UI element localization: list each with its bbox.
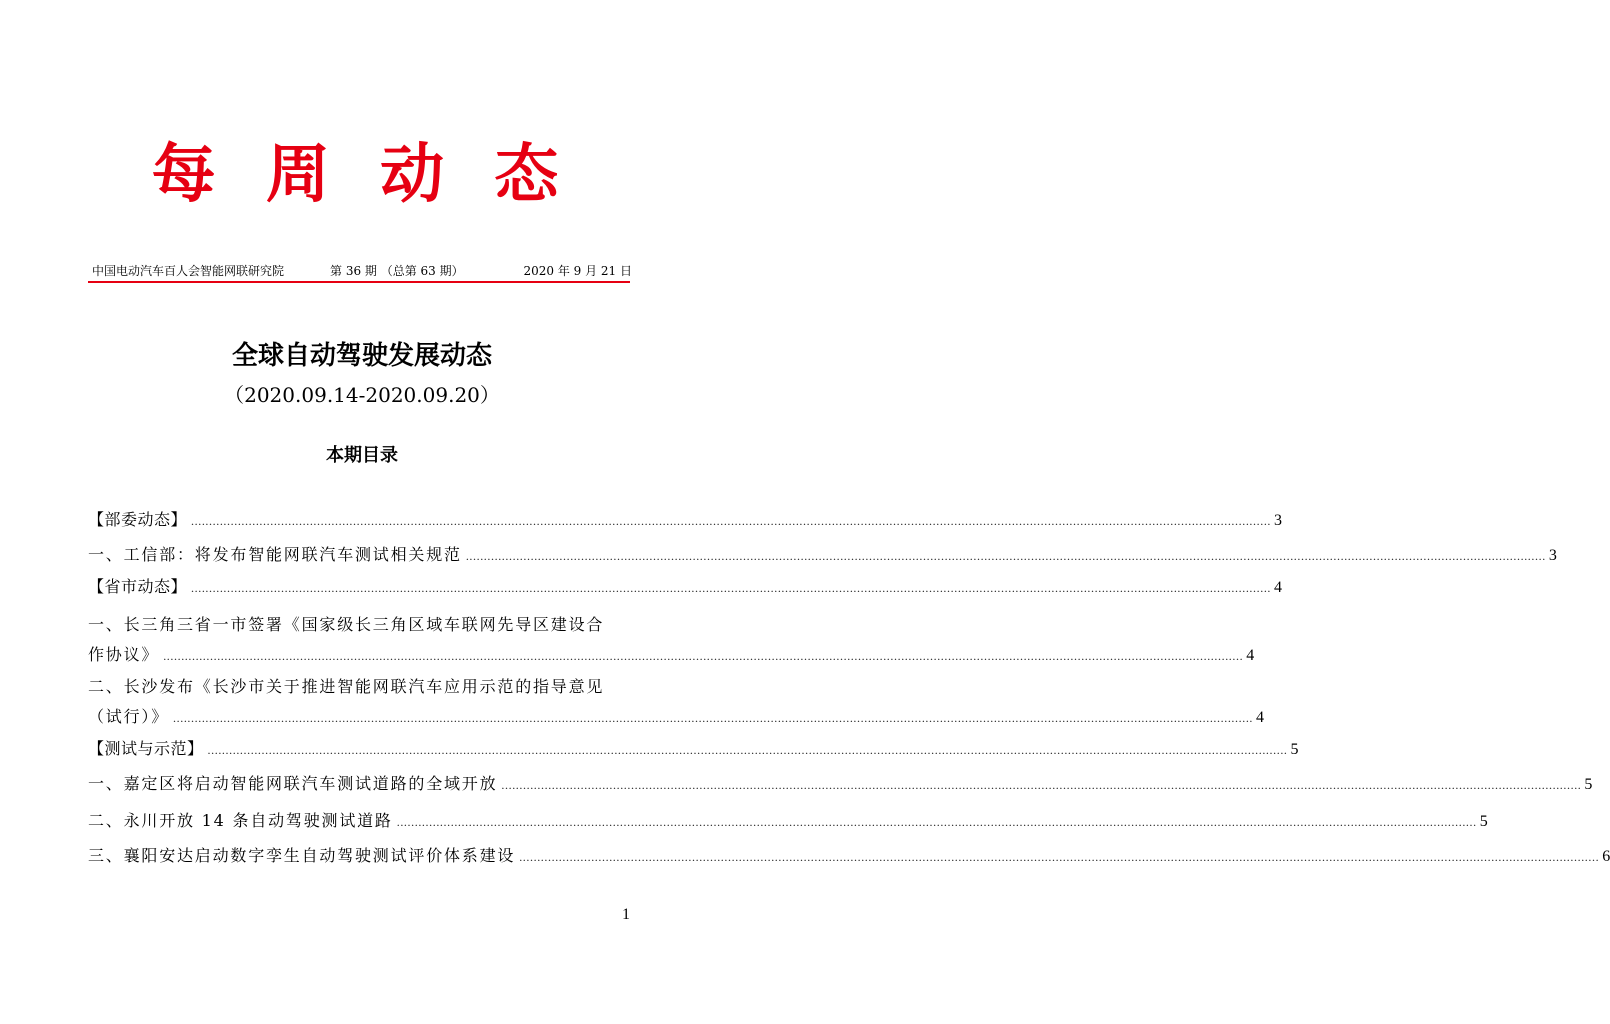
toc-entry-text: 二、永川开放 14 条自动驾驶测试道路 (88, 811, 393, 830)
toc-leader-dots: ............................................................................................................................................................................................................................................................................................................ (191, 514, 1272, 528)
toc-entry-text: 一、嘉定区将启动智能网联汽车测试道路的全域开放 (88, 774, 498, 793)
toc-section-testing[interactable] (88, 734, 1299, 764)
toc-leader-dots: ............................................................................................................................................................................................................................................................................................................ (163, 649, 1244, 663)
document-title: 全球自动驾驶发展动态 (231, 341, 492, 371)
toc-entry-text: 一、长三角三省一市签署《国家级长三角区域车联网先导区建设合 (88, 615, 605, 634)
publisher-name: 中国电动汽车百人会智能网联研究院 (92, 264, 285, 278)
toc-page-number: 6 (1602, 848, 1610, 865)
toc-page-number: 5 (1290, 741, 1299, 758)
toc-entry[interactable] (88, 806, 1488, 836)
toc-entry-text: 一、工信部：将发布智能网联汽车测试相关规范 (88, 545, 462, 564)
toc-entry[interactable] (88, 769, 1593, 799)
toc-entry-text: 三、襄阳安达启动数字孪生自动驾驶测试评价体系建设 (88, 846, 516, 865)
toc-entry-text: 【省市动态】 (88, 577, 188, 596)
toc-heading: 本期目录 (326, 445, 398, 466)
toc-leader-dots: ............................................................................................................................................................................................................................................................................................................ (191, 581, 1272, 595)
masthead-title: 每 周 动 态 (151, 137, 573, 212)
toc-entry-text-continued: （试行）》 (88, 707, 170, 726)
toc-entry[interactable] (88, 540, 1557, 570)
toc-page-number: 3 (1274, 512, 1283, 529)
toc-leader-dots: ............................................................................................................................................................................................................................................................................................................ (207, 743, 1288, 757)
page-number: 1 (622, 906, 630, 923)
toc-entry[interactable] (88, 610, 1255, 670)
date-range: （2020.09.14-2020.09.20） (224, 383, 500, 407)
issue-number: 第 36 期 （总第 63 期） (330, 264, 464, 278)
toc-entry-text-continued: 作协议》 (88, 645, 160, 664)
toc-leader-dots: ............................................................................................................................................................................................................................................................................................................ (173, 711, 1254, 725)
toc-leader-dots: ............................................................................................................................................................................................................................................................................................................ (465, 549, 1546, 563)
toc-leader-dots: ............................................................................................................................................................................................................................................................................................................ (519, 850, 1600, 864)
toc-page-number: 4 (1256, 709, 1265, 726)
issue-date: 2020 年 9 月 21 日 (523, 264, 632, 278)
header-divider (88, 281, 630, 283)
toc-entry[interactable] (88, 841, 1610, 871)
toc-page-number: 5 (1584, 776, 1593, 793)
toc-page-number: 3 (1548, 547, 1557, 564)
toc-page-number: 5 (1479, 813, 1488, 830)
toc-entry[interactable] (88, 672, 1265, 732)
toc-section-province[interactable] (88, 572, 1283, 602)
toc-page-number: 4 (1274, 579, 1283, 596)
toc-section-ministry[interactable] (88, 505, 1283, 535)
toc-entry-text: 二、长沙发布《长沙市关于推进智能网联汽车应用示范的指导意见 (88, 677, 605, 696)
toc-page-number: 4 (1246, 647, 1255, 664)
issue-info-line (92, 262, 632, 280)
toc-leader-dots: ............................................................................................................................................................................................................................................................................................................ (501, 778, 1582, 792)
toc-entry-text: 【测试与示范】 (88, 739, 204, 758)
toc-entry-text: 【部委动态】 (88, 510, 188, 529)
toc-leader-dots: ............................................................................................................................................................................................................................................................................................................ (396, 815, 1477, 829)
